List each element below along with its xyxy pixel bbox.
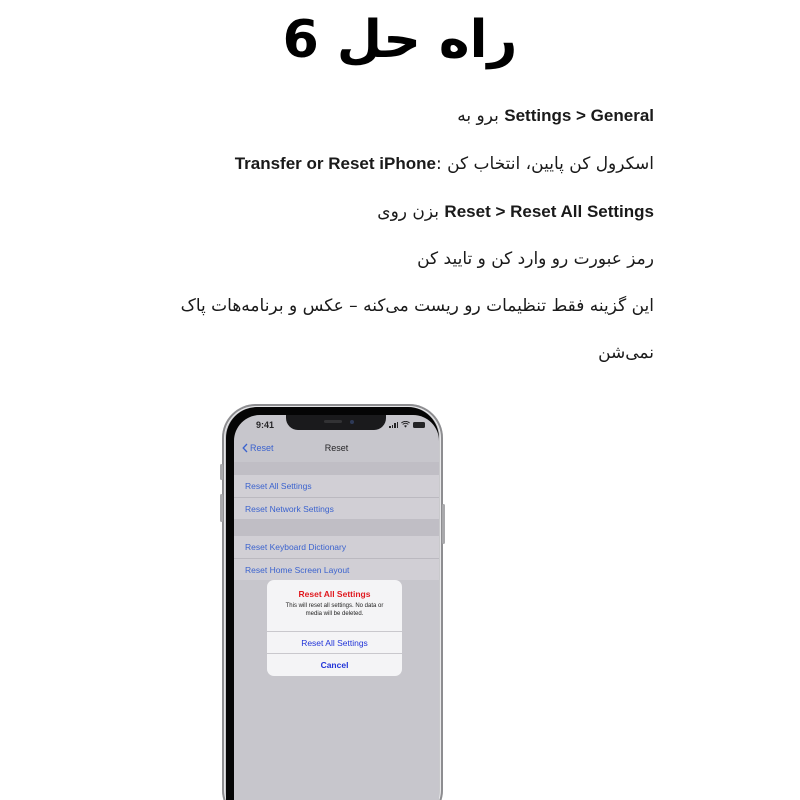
step-2-text: اسکرول کن پایین، انتخاب کن : <box>435 154 654 174</box>
phone-bezel <box>226 407 439 800</box>
iphone-mockup <box>222 404 443 800</box>
step-3-path: Reset > Reset All Settings <box>444 202 654 221</box>
row-reset-network-settings[interactable]: Reset Network Settings <box>234 497 439 519</box>
reset-alert-dialog <box>267 580 402 676</box>
row-reset-all-settings[interactable]: Reset All Settings <box>234 475 439 497</box>
step-5-continued: نمی‌شن <box>598 343 654 363</box>
back-label: Reset <box>250 443 274 453</box>
alert-title: Reset All Settings <box>298 589 371 599</box>
side-button-left-2 <box>220 494 223 522</box>
nav-title: Reset <box>324 443 349 453</box>
confirm-reset-button[interactable]: Reset All Settings <box>267 631 402 653</box>
side-button-left <box>220 464 223 480</box>
step-3-text: بزن روی <box>377 202 445 222</box>
row-reset-home-screen-layout[interactable]: Reset Home Screen Layout <box>234 558 439 580</box>
step-1-text: برو به <box>457 106 505 126</box>
step-4: رمز عبورت رو وارد کن و تایید کن <box>417 249 654 269</box>
cancel-button[interactable]: Cancel <box>267 653 402 675</box>
page-title: راه حل 6 <box>282 10 518 70</box>
step-3 <box>94 188 654 236</box>
step-1 <box>94 92 654 140</box>
phone-screen <box>234 415 439 800</box>
status-time: 9:41 <box>256 420 275 430</box>
step-1-path: Settings > General <box>504 106 654 125</box>
alert-message: This will reset all settings. No data or media will be deleted. <box>285 603 384 617</box>
row-reset-keyboard-dictionary[interactable]: Reset Keyboard Dictionary <box>234 536 439 558</box>
step-5: این گزینه فقط تنظیمات رو ریست می‌کنه – عکس و برنامه‌هات پاک <box>180 296 654 316</box>
steps-list <box>94 92 654 377</box>
side-button-right <box>442 504 445 544</box>
step-2-path: Transfer or Reset iPhone <box>234 154 436 173</box>
step-2 <box>94 140 654 188</box>
